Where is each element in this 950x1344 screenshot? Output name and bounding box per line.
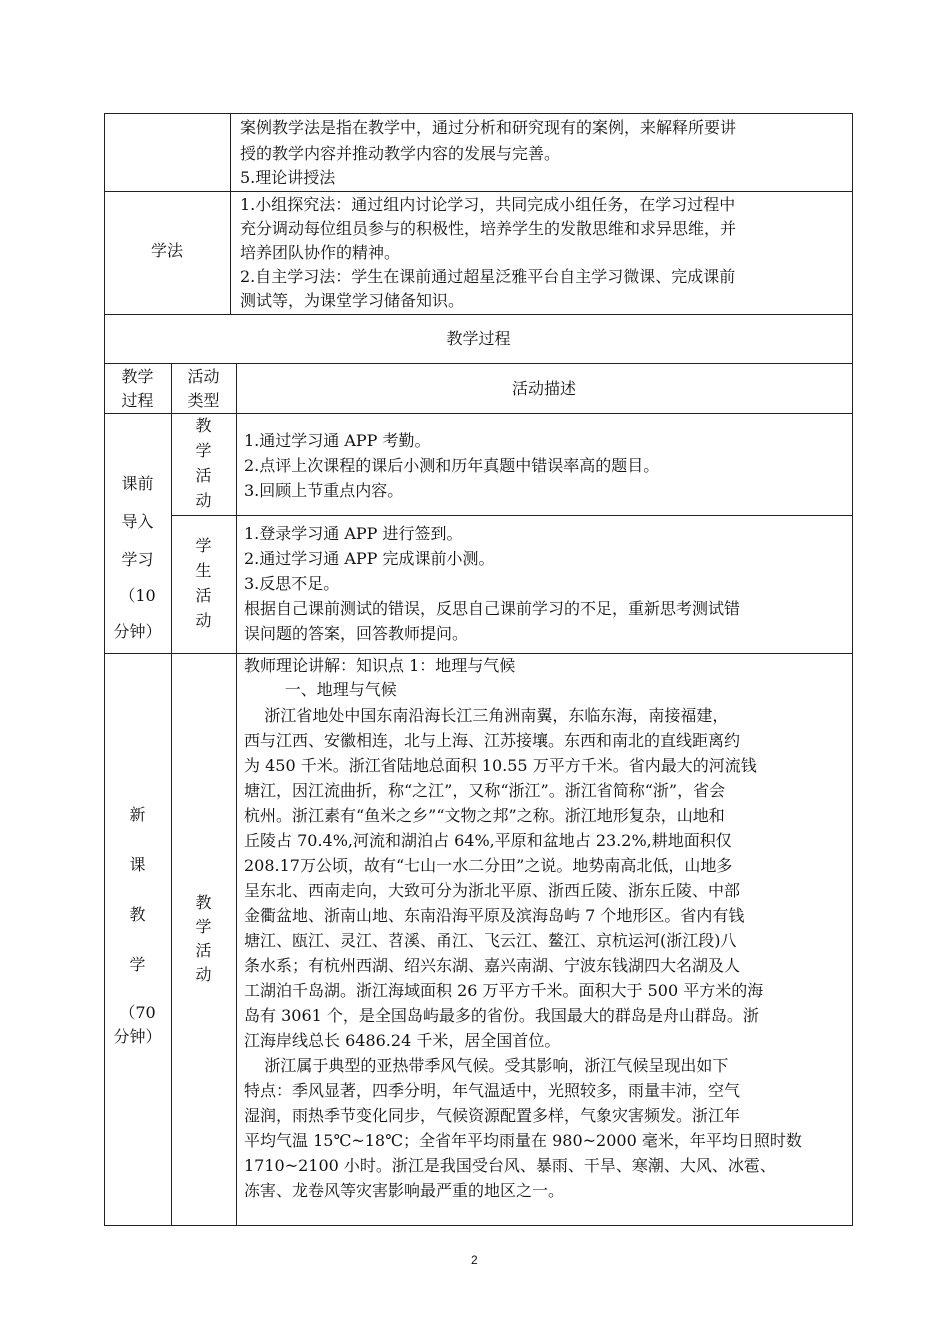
student-type-char-3: 活	[195, 586, 212, 605]
teacher-type-char-1: 教	[195, 416, 212, 435]
lesson-line-14: 工湖泊千岛湖。浙江海域面积 26 万平方千米。面积大于 500 平方米的海	[244, 981, 764, 1000]
preclass-stage-line-1: 课前	[121, 474, 154, 493]
rule-type-column	[236, 363, 237, 1225]
newlesson-stage-char-4: 学	[129, 955, 146, 974]
lesson-line-20: 平均气温 15℃~18℃；全省年平均雨量在 980~2000 毫米，年平均日照时数	[244, 1131, 802, 1150]
rule-method-bottom	[104, 191, 853, 192]
lesson-line-13: 条水系；有杭州西湖、绍兴东湖、嘉兴南湖、宁波东钱湖四大名湖及人	[244, 956, 741, 975]
learning-line-2: 充分调动每位组员参与的积极性，培养学生的发散思维和求异思维，并	[240, 219, 737, 238]
lesson-line-7: 杭州。浙江素有“鱼米之乡”“文物之邦”之称。浙江地形复杂，山地和	[244, 806, 725, 825]
teacher-type-char-3: 活	[195, 466, 212, 485]
student-type-char-4: 动	[195, 611, 212, 630]
lesson-line-17: 浙江属于典型的亚热带季风气候。受其影响，浙江气候呈现出如下	[244, 1056, 729, 1075]
newlesson-type-char-3: 活	[195, 941, 212, 960]
newlesson-stage-char-1: 新	[129, 805, 146, 824]
lesson-line-16: 江海岸线总长 6486.24 千米，居全国首位。	[244, 1031, 561, 1050]
page-number: 2	[471, 1253, 478, 1267]
student-activity-line-2: 2.通过学习通 APP 完成课前小测。	[244, 549, 495, 568]
lesson-line-5: 为 450 千米。浙江省陆地总面积 10.55 万平方千米。省内最大的河流钱	[244, 756, 757, 775]
lesson-line-18: 特点：季风显著，四季分明，年气温适中，光照较多，雨量丰沛，空气	[244, 1081, 741, 1100]
lesson-line-6: 塘江，因江流曲折，称“之江”，又称“浙江”。浙江省简称“浙”，省会	[244, 781, 726, 800]
preclass-stage-line-5: 分钟）	[113, 622, 162, 641]
teacher-activity-line-2: 2.点评上次课程的课后小测和历年真题中错误率高的题目。	[244, 456, 660, 475]
newlesson-stage-char-6: 分钟）	[113, 1027, 162, 1046]
method-line-1: 案例教学法是指在教学中，通过分析和研究现有的案例，来解释所要讲	[240, 118, 737, 137]
student-type-char-2: 生	[195, 561, 212, 580]
lesson-line-2: 一、地理与气候	[244, 680, 397, 699]
lesson-line-1: 教师理论讲解：知识点 1：地理与气候	[244, 656, 516, 675]
learning-line-4: 2.自主学习法：学生在课前通过超星泛雅平台自主学习微课、完成课前	[240, 267, 736, 286]
table-right-border	[852, 113, 853, 1225]
learning-line-1: 1.小组探究法：通过组内讨论学习，共同完成小组任务，在学习过程中	[240, 195, 736, 214]
rule-learning-bottom	[104, 314, 853, 315]
preclass-stage-line-2: 导入	[121, 512, 154, 531]
header-type-line-2: 类型	[187, 391, 220, 410]
newlesson-type-char-4: 动	[195, 965, 212, 984]
teacher-type-char-2: 学	[195, 441, 212, 460]
preclass-stage-line-4: （10	[119, 586, 156, 605]
teacher-activity-line-1: 1.通过学习通 APP 考勤。	[244, 431, 431, 450]
lesson-line-9: 208.17万公顷，故有“七山一水二分田”之说。地势南高北低，山地多	[244, 856, 733, 875]
student-type-char-1: 学	[195, 536, 212, 555]
newlesson-stage-char-5: （70	[119, 1003, 156, 1022]
learning-method-label: 学法	[150, 241, 183, 260]
newlesson-type-char-1: 教	[195, 893, 212, 912]
lesson-line-3: 浙江省地处中国东南沿海长江三角洲南翼，东临东海，南接福建，	[244, 706, 729, 725]
lesson-line-4: 西与江西、安徽相连，北与上海、江苏接壤。东西和南北的直线距离约	[244, 731, 741, 750]
student-activity-line-3: 3.反思不足。	[244, 574, 340, 593]
lesson-line-22: 冻害、龙卷风等灾害影响最严重的地区之一。	[244, 1181, 565, 1200]
rule-process-title-bottom	[104, 363, 853, 364]
teacher-type-char-4: 动	[195, 491, 212, 510]
lesson-line-21: 1710~2100 小时。浙江是我国受台风、暴雨、干旱、寒潮、大风、冰雹、	[244, 1156, 776, 1175]
method-line-2: 授的教学内容并推动教学内容的发展与完善。	[240, 144, 561, 163]
student-activity-line-5: 误问题的答案，回答教师提问。	[244, 624, 469, 643]
teacher-activity-line-3: 3.回顾上节重点内容。	[244, 481, 404, 500]
preclass-stage-line-3: 学习	[121, 550, 154, 569]
newlesson-stage-char-3: 教	[129, 905, 146, 924]
lesson-line-11: 金衢盆地、浙南山地、东南沿海平原及滨海岛屿 7 个地形区。省内有钱	[244, 906, 745, 925]
lesson-line-12: 塘江、瓯江、灵江、苕溪、甬江、飞云江、鳌江、京杭运河(浙江段)八	[244, 931, 737, 950]
table-bottom-border	[104, 1225, 853, 1226]
learning-line-5: 测试等，为课堂学习储备知识。	[240, 291, 465, 310]
newlesson-type-char-2: 学	[195, 917, 212, 936]
rule-top-label-column	[230, 113, 231, 314]
learning-line-3: 培养团队协作的精神。	[240, 243, 401, 262]
table-top-border	[104, 113, 853, 114]
lesson-line-19: 湿润，雨热季节变化同步，气候资源配置多样，气象灾害频发。浙江年	[244, 1106, 741, 1125]
rule-header-bottom	[104, 413, 853, 414]
header-stage-line-2: 过程	[121, 391, 154, 410]
header-type-line-1: 活动	[187, 367, 220, 386]
process-title: 教学过程	[446, 329, 511, 348]
method-line-3: 5.理论讲授法	[240, 168, 336, 187]
header-stage-line-1: 教学	[121, 367, 154, 386]
lesson-line-15: 岛有 3061 个，是全国岛屿最多的省份。我国最大的群岛是舟山群岛。浙	[244, 1006, 759, 1025]
header-description: 活动描述	[511, 379, 576, 398]
lesson-line-10: 呈东北、西南走向，大致可分为浙北平原、浙西丘陵、浙东丘陵、中部	[244, 881, 741, 900]
student-activity-line-1: 1.登录学习通 APP 进行签到。	[244, 524, 463, 543]
rule-preclass-bottom	[104, 653, 853, 654]
lesson-line-8: 丘陵占 70.4%,河流和湖泊占 64%,平原和盆地占 23.2%,耕地面积仅	[244, 831, 732, 850]
table-left-border	[104, 113, 105, 1225]
newlesson-stage-char-2: 课	[129, 855, 146, 874]
student-activity-line-4: 根据自己课前测试的错误，反思自己课前学习的不足，重新思考测试错	[244, 599, 741, 618]
rule-teacher-activity-bottom	[172, 515, 853, 516]
